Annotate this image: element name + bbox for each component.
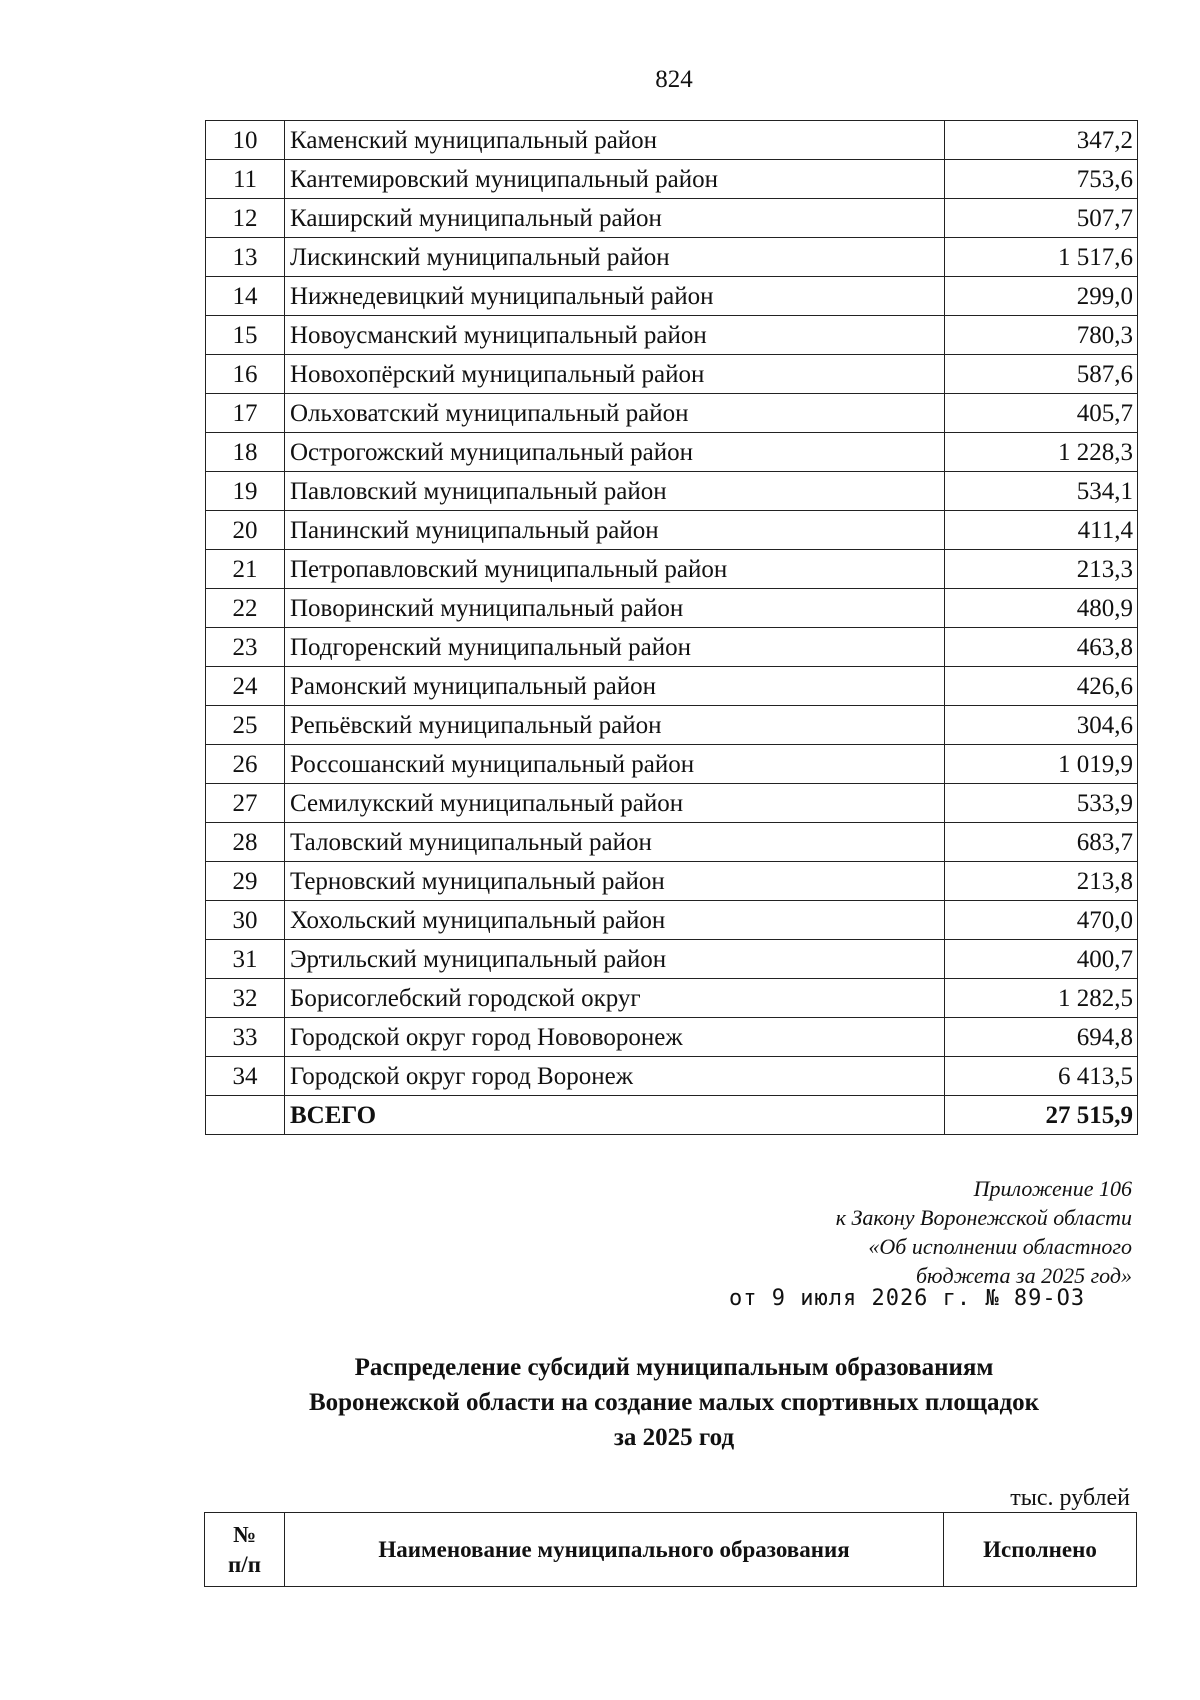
- executed-amount: 470,0: [945, 901, 1138, 940]
- executed-amount: 480,9: [945, 589, 1138, 628]
- appendix-line: Приложение 106: [973, 1176, 1132, 1201]
- header-name: Наименование муниципального образования: [285, 1513, 944, 1587]
- header-row: [205, 1513, 1137, 1587]
- municipality-name: Каменский муниципальный район: [285, 121, 945, 160]
- appendix-note: [836, 1174, 1132, 1290]
- table-row: [206, 160, 1138, 199]
- appendix-line: «Об исполнении областного: [868, 1234, 1132, 1259]
- row-number: [206, 1096, 285, 1135]
- header-number-line: №: [232, 1521, 257, 1547]
- row-number: 26: [206, 745, 285, 784]
- table-row: [206, 628, 1138, 667]
- municipality-name: Хохольский муниципальный район: [285, 901, 945, 940]
- executed-amount: 780,3: [945, 316, 1138, 355]
- municipality-name: Кантемировский муниципальный район: [285, 160, 945, 199]
- row-number: 27: [206, 784, 285, 823]
- municipality-name: Репьёвский муниципальный район: [285, 706, 945, 745]
- executed-amount: 1 228,3: [945, 433, 1138, 472]
- header-value: Исполнено: [944, 1513, 1137, 1587]
- municipality-name: Городской округ город Нововоронеж: [285, 1018, 945, 1057]
- title-line: Воронежской области на создание малых спортивных площадок: [308, 1389, 1040, 1416]
- row-number: 32: [206, 979, 285, 1018]
- municipality-name: Борисоглебский городской округ: [285, 979, 945, 1018]
- title-line: Распределение субсидий муниципальным образованиям: [354, 1354, 994, 1381]
- municipality-name: Павловский муниципальный район: [285, 472, 945, 511]
- table-row: [206, 238, 1138, 277]
- row-number: 13: [206, 238, 285, 277]
- table-row: [206, 550, 1138, 589]
- table-row: [206, 511, 1138, 550]
- executed-amount: 426,6: [945, 667, 1138, 706]
- subsidy-table-continued: [205, 120, 1138, 1135]
- page-number: 824: [655, 66, 693, 93]
- row-number: 28: [206, 823, 285, 862]
- table-row: [206, 316, 1138, 355]
- unit-label: тыс. рублей: [1010, 1485, 1130, 1511]
- row-number: 14: [206, 277, 285, 316]
- appendix-line: бюджета за 2025 год»: [915, 1263, 1132, 1288]
- table-row: [206, 589, 1138, 628]
- table-row: [206, 277, 1138, 316]
- executed-amount: 463,8: [945, 628, 1138, 667]
- row-number: 34: [206, 1057, 285, 1096]
- municipality-name: Таловский муниципальный район: [285, 823, 945, 862]
- municipality-name: Поворинский муниципальный район: [285, 589, 945, 628]
- header-number-line: п/п: [228, 1551, 261, 1577]
- table-row: [206, 121, 1138, 160]
- table-row: [206, 667, 1138, 706]
- executed-amount: 304,6: [945, 706, 1138, 745]
- table-row: [206, 1057, 1138, 1096]
- municipality-name: Терновский муниципальный район: [285, 862, 945, 901]
- table-row: [206, 355, 1138, 394]
- municipality-name: Эртильский муниципальный район: [285, 940, 945, 979]
- executed-amount: 753,6: [945, 160, 1138, 199]
- row-number: 12: [206, 199, 285, 238]
- table-row: [206, 940, 1138, 979]
- law-date-number: от 9 июля 2026 г. № 89-ОЗ: [729, 1286, 1086, 1311]
- municipality-name: Новохопёрский муниципальный район: [285, 355, 945, 394]
- row-number: 30: [206, 901, 285, 940]
- row-number: 31: [206, 940, 285, 979]
- row-number: 17: [206, 394, 285, 433]
- table-row: [206, 901, 1138, 940]
- row-number: 24: [206, 667, 285, 706]
- executed-amount: 587,6: [945, 355, 1138, 394]
- total-row: [206, 1096, 1138, 1135]
- table-row: [206, 823, 1138, 862]
- municipality-name: Каширский муниципальный район: [285, 199, 945, 238]
- municipality-name: Острогожский муниципальный район: [285, 433, 945, 472]
- executed-amount: 411,4: [945, 511, 1138, 550]
- executed-amount: 694,8: [945, 1018, 1138, 1057]
- municipality-name: Нижнедевицкий муниципальный район: [285, 277, 945, 316]
- table-row: [206, 433, 1138, 472]
- municipality-name: Лискинский муниципальный район: [285, 238, 945, 277]
- table-row: [206, 706, 1138, 745]
- municipality-name: Ольховатский муниципальный район: [285, 394, 945, 433]
- row-number: 33: [206, 1018, 285, 1057]
- table-row: [206, 472, 1138, 511]
- row-number: 18: [206, 433, 285, 472]
- municipality-name: Семилукский муниципальный район: [285, 784, 945, 823]
- executed-amount: 347,2: [945, 121, 1138, 160]
- municipality-name: Петропавловский муниципальный район: [285, 550, 945, 589]
- table-row: [206, 199, 1138, 238]
- executed-amount: 6 413,5: [945, 1057, 1138, 1096]
- total-label: ВСЕГО: [285, 1096, 945, 1135]
- appendix-line: к Закону Воронежской области: [835, 1205, 1132, 1230]
- municipality-name: Рамонский муниципальный район: [285, 667, 945, 706]
- row-number: 19: [206, 472, 285, 511]
- municipality-name: Панинский муниципальный район: [285, 511, 945, 550]
- row-number: 20: [206, 511, 285, 550]
- row-number: 11: [206, 160, 285, 199]
- row-number: 23: [206, 628, 285, 667]
- executed-amount: 683,7: [945, 823, 1138, 862]
- executed-amount: 213,3: [945, 550, 1138, 589]
- table-body: [206, 121, 1138, 1135]
- row-number: 16: [206, 355, 285, 394]
- municipality-name: Новоусманский муниципальный район: [285, 316, 945, 355]
- table-row: [206, 784, 1138, 823]
- municipality-name: Городской округ город Воронеж: [285, 1057, 945, 1096]
- subsidy-table-header: [204, 1512, 1137, 1587]
- executed-amount: 533,9: [945, 784, 1138, 823]
- total-amount: 27 515,9: [945, 1096, 1138, 1135]
- title-line: за 2025 год: [613, 1424, 735, 1451]
- executed-amount: 1 282,5: [945, 979, 1138, 1018]
- table-row: [206, 979, 1138, 1018]
- row-number: 21: [206, 550, 285, 589]
- executed-amount: 507,7: [945, 199, 1138, 238]
- table-row: [206, 745, 1138, 784]
- executed-amount: 299,0: [945, 277, 1138, 316]
- executed-amount: 534,1: [945, 472, 1138, 511]
- municipality-name: Россошанский муниципальный район: [285, 745, 945, 784]
- executed-amount: 400,7: [945, 940, 1138, 979]
- executed-amount: 213,8: [945, 862, 1138, 901]
- executed-amount: 1 019,9: [945, 745, 1138, 784]
- row-number: 22: [206, 589, 285, 628]
- row-number: 15: [206, 316, 285, 355]
- document-title: [0, 1350, 1200, 1455]
- row-number: 10: [206, 121, 285, 160]
- row-number: 25: [206, 706, 285, 745]
- table-row: [206, 1018, 1138, 1057]
- executed-amount: 405,7: [945, 394, 1138, 433]
- table-row: [206, 862, 1138, 901]
- municipality-name: Подгоренский муниципальный район: [285, 628, 945, 667]
- row-number: 29: [206, 862, 285, 901]
- table-row: [206, 394, 1138, 433]
- executed-amount: 1 517,6: [945, 238, 1138, 277]
- header-number: [205, 1513, 285, 1587]
